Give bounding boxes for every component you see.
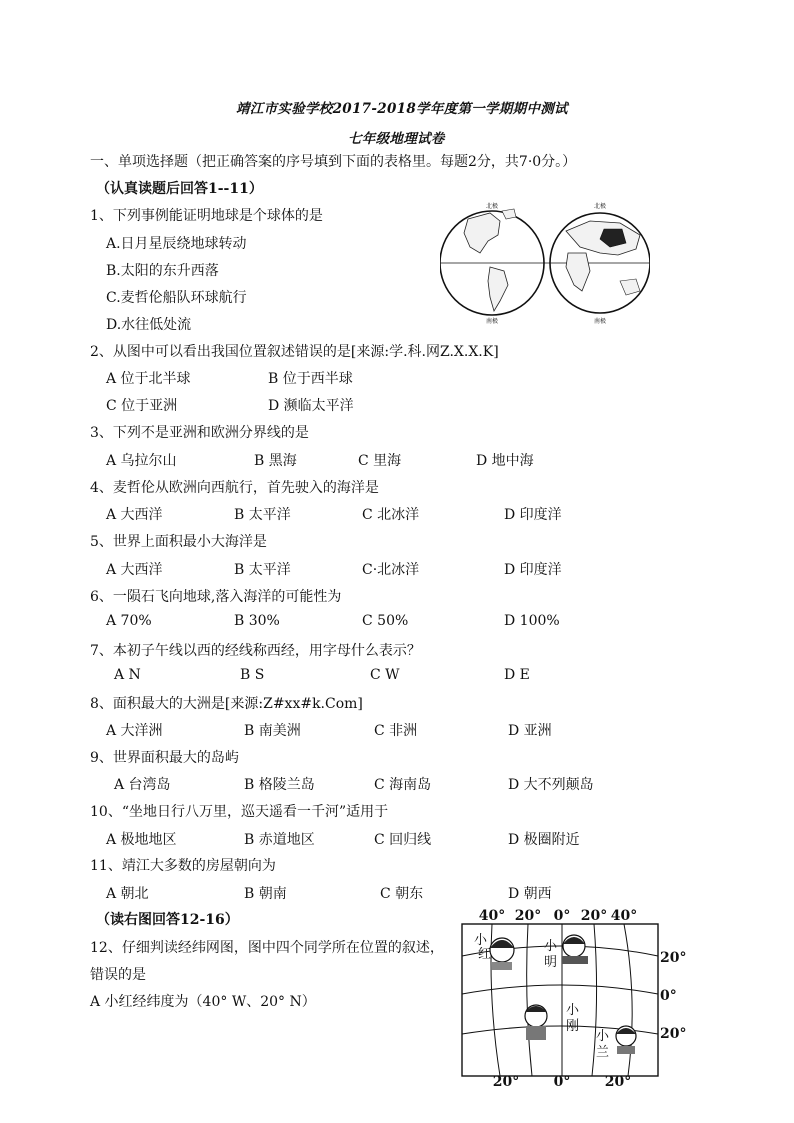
question-3-stem: 3、下列不是亚洲和欧洲分界线的是 xyxy=(90,425,309,441)
question-12-option-a: A 小红经纬度为（40° W、20° N） xyxy=(90,994,316,1010)
question-5-option-d: D 印度洋 xyxy=(504,562,562,578)
question-7-option-b: B S xyxy=(240,667,265,683)
question-9-option-b: B 格陵兰岛 xyxy=(244,777,315,793)
question-11-option-b: B 朝南 xyxy=(244,886,287,902)
question-8-stem: 8、面积最大的大洲是[来源:Z#xx#k.Com] xyxy=(90,696,363,712)
question-4-option-b: B 太平洋 xyxy=(234,507,291,523)
question-6-option-a: A 70% xyxy=(106,613,152,629)
question-7-option-c: C W xyxy=(370,667,400,683)
question-7-option-a: A N xyxy=(114,667,141,683)
question-4-option-a: A 大西洋 xyxy=(106,507,163,523)
question-9-option-a: A 台湾岛 xyxy=(114,777,171,793)
question-1-option-a: A.日月星辰绕地球转动 xyxy=(106,236,247,252)
question-2-stem: 2、从图中可以看出我国位置叙述错误的是[来源:学.科.网Z.X.X.K] xyxy=(90,344,499,360)
map-north-label-left: 北极 xyxy=(486,203,499,210)
question-7-option-d: D E xyxy=(504,667,530,683)
student-xiaolan-figure xyxy=(616,1026,636,1054)
student-xiaogang-figure xyxy=(525,1005,547,1040)
question-1-option-c: C.麦哲伦船队环球航行 xyxy=(106,290,247,306)
grid-right-label-1: 20° xyxy=(660,950,687,966)
question-11-stem: 11、靖江大多数的房屋朝向为 xyxy=(90,858,276,874)
question-10-option-d: D 极圈附近 xyxy=(508,832,580,848)
question-11-option-d: D 朝西 xyxy=(508,886,552,902)
grid-right-label-3: 20° xyxy=(660,1026,687,1042)
question-10-option-a: A 极地地区 xyxy=(106,832,177,848)
grid-bottom-label-2: 0° xyxy=(553,1074,571,1090)
question-3-option-b: B 黑海 xyxy=(254,453,297,469)
question-8-option-b: B 南美洲 xyxy=(244,723,301,739)
question-2-option-b: B 位于西半球 xyxy=(268,371,353,387)
question-2-option-c: C 位于亚洲 xyxy=(106,398,178,414)
question-3-option-a: A 乌拉尔山 xyxy=(106,453,177,469)
question-group-1: （认真读题后回答1--11） xyxy=(96,181,263,197)
name-xiaogang-2: 刚 xyxy=(566,1019,580,1034)
map-south-label-right: 南极 xyxy=(594,318,607,325)
map-south-label-left: 南极 xyxy=(486,318,499,325)
student-xiaohong-figure xyxy=(490,938,514,970)
grid-top-label-5: 40° xyxy=(610,908,638,924)
question-10-option-b: B 赤道地区 xyxy=(244,832,315,848)
exam-title: 靖江市实验学校2017-2018学年度第一学期期中测试 xyxy=(236,101,568,117)
grid-top-label-4: 20° xyxy=(580,908,608,924)
question-8-option-d: D 亚洲 xyxy=(508,723,552,739)
question-12-stem-cont: 错误的是 xyxy=(90,967,146,983)
question-3-option-c: C 里海 xyxy=(358,453,402,469)
question-7-stem: 7、本初子午线以西的经线称西经，用字母什么表示？ xyxy=(90,643,421,659)
question-2-option-a: A 位于北半球 xyxy=(106,371,191,387)
question-1-option-d: D.水往低处流 xyxy=(106,317,192,333)
question-4-option-d: D 印度洋 xyxy=(504,507,562,523)
question-6-option-b: B 30% xyxy=(234,613,280,629)
question-9-option-c: C 海南岛 xyxy=(374,777,432,793)
question-2-option-d: D 濒临太平洋 xyxy=(268,398,354,414)
question-6-option-d: D 100% xyxy=(504,613,560,629)
grid-top-label-3: 0° xyxy=(553,908,571,924)
question-5-stem: 5、世界上面积最小大海洋是 xyxy=(90,534,267,550)
question-8-option-a: A 大洋洲 xyxy=(106,723,163,739)
question-6-option-c: C 50% xyxy=(362,613,409,629)
map-north-label-right: 北极 xyxy=(594,203,607,210)
question-5-option-b: B 太平洋 xyxy=(234,562,291,578)
grid-top-label-1: 40° xyxy=(478,908,506,924)
question-9-stem: 9、世界面积最大的岛屿 xyxy=(90,750,239,766)
question-group-2: （读右图回答12-16） xyxy=(96,912,239,928)
name-xiaohong-1: 小 xyxy=(474,933,488,948)
question-9-option-d: D 大不列颠岛 xyxy=(508,777,594,793)
question-1-stem: 1、下列事例能证明地球是个球体的是 xyxy=(90,208,323,224)
question-6-stem: 6、一陨石飞向地球,落入海洋的可能性为 xyxy=(90,589,342,605)
exam-subtitle: 七年级地理试卷 xyxy=(348,131,445,147)
lat-lon-grid-map xyxy=(452,904,688,1090)
question-12-stem: 12、仔细判读经纬网图，图中四个同学所在位置的叙述， xyxy=(90,940,444,956)
grid-bottom-label-1: 20° xyxy=(492,1074,520,1090)
question-4-option-c: C 北冰洋 xyxy=(362,507,420,523)
name-xiaogang-1: 小 xyxy=(566,1003,580,1018)
section-heading: 一、单项选择题（把正确答案的序号填到下面的表格里。每题2分，共7·0分。） xyxy=(90,154,577,170)
question-4-stem: 4、麦哲伦从欧洲向西航行，首先驶入的海洋是 xyxy=(90,480,379,496)
name-xiaoming-2: 明 xyxy=(544,955,558,970)
hemisphere-map xyxy=(440,201,650,325)
question-11-option-c: C 朝东 xyxy=(380,886,424,902)
question-3-option-d: D 地中海 xyxy=(476,453,534,469)
question-8-option-c: C 非洲 xyxy=(374,723,418,739)
question-11-option-a: A 朝北 xyxy=(106,886,149,902)
grid-top-label-2: 20° xyxy=(514,908,542,924)
name-xiaoming-1: 小 xyxy=(544,939,558,954)
question-10-stem: 10、“坐地日行八万里，巡天遥看一千河”适用于 xyxy=(90,804,389,820)
question-5-option-c: C·北冰洋 xyxy=(362,562,420,578)
grid-right-label-2: 0° xyxy=(660,988,677,1004)
student-xiaoming-figure xyxy=(562,935,588,964)
name-xiaohong-2: 红 xyxy=(478,947,492,962)
grid-bottom-label-3: 20° xyxy=(604,1074,632,1090)
question-1-option-b: B.太阳的东升西落 xyxy=(106,263,219,279)
question-5-option-a: A 大西洋 xyxy=(106,562,163,578)
name-xiaolan-2: 兰 xyxy=(596,1045,610,1060)
question-10-option-c: C 回归线 xyxy=(374,832,432,848)
name-xiaolan-1: 小 xyxy=(596,1029,610,1044)
